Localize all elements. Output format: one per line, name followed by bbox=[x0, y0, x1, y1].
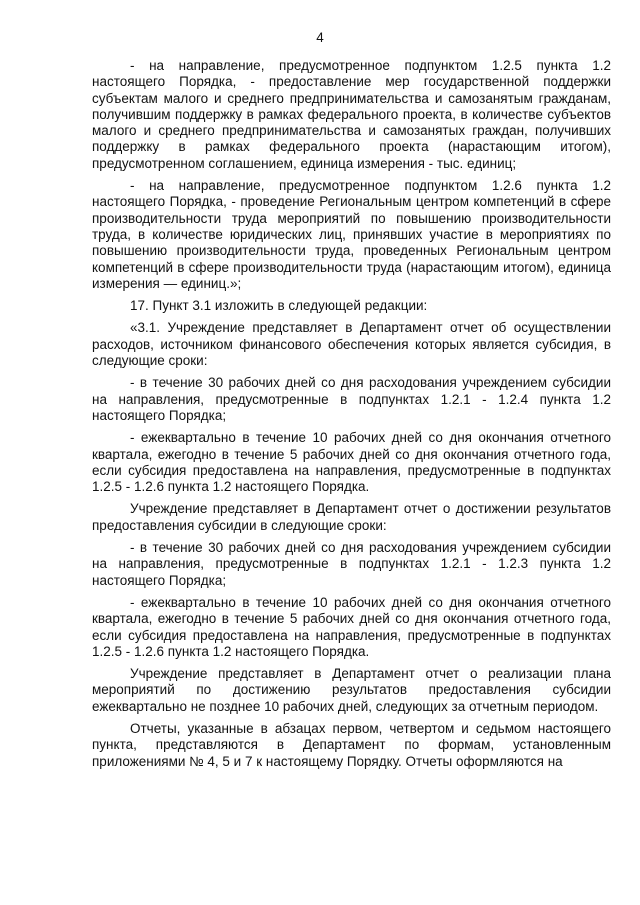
page-number: 4 bbox=[316, 30, 324, 45]
paragraph: Учреждение представляет в Департамент отчет о реализации плана мероприятий по достижению результатов предоставления субсидии ежеквартально не позднее 10 рабочих дней, следующих за отчетным периодом. bbox=[92, 666, 611, 714]
paragraph: Отчеты, указанные в абзацах первом, четвертом и седьмом настоящего пункта, представляются в Департамент по формам, установленным приложениями № 4, 5 и 7 к настоящему Порядку. Отчеты оформляются на bbox=[92, 720, 611, 769]
paragraph: - ежеквартально в течение 10 рабочих дней со дня окончания отчетного квартала, ежегодно в течение 5 рабочих дней со дня окончания отчетного года, если субсидия предоставлена на направления, предусмотренные в подпунктах 1.2.5 - 1.2.6 пункта 1.2 настоящего Порядка. bbox=[92, 430, 611, 495]
paragraph: - ежеквартально в течение 10 рабочих дней со дня окончания отчетного квартала, ежегодно в течение 5 рабочих дней со дня окончания отчетного года, если субсидия предоставлена на направления, предусмотренные в подпунктах 1.2.5 - 1.2.6 пункта 1.2 настоящего Порядка. bbox=[92, 594, 611, 659]
document-body bbox=[92, 58, 611, 776]
paragraph: Учреждение представляет в Департамент отчет о достижении результатов предоставления субсидии в следующие сроки: bbox=[92, 501, 611, 533]
paragraph: - на направление, предусмотренное подпунктом 1.2.5 пункта 1.2 настоящего Порядка, - предоставление мер государственной поддержки субъектам малого и среднего предпринимательства и самозанятым гражданам, получившим поддержку в рамках федерального проекта, в количестве субъектов малого и среднего предпринимательства и самозанятых граждан, получивших поддержку в рамках федерального проекта (нарастающим итогом), предусмотренном соглашением, единица измерения - тыс. единиц; bbox=[92, 58, 611, 171]
paragraph: - в течение 30 рабочих дней со дня расходования учреждением субсидии на направления, предусмотренные в подпунктах 1.2.1 - 1.2.3 пункта 1.2 настоящего Порядка; bbox=[92, 540, 611, 588]
paragraph: 17. Пункт 3.1 изложить в следующей редакции: bbox=[130, 298, 428, 314]
paragraph: «3.1. Учреждение представляет в Департамент отчет об осуществлении расходов, источником финансового обеспечения которых является субсидия, в следующие сроки: bbox=[92, 320, 611, 369]
paragraph: - в течение 30 рабочих дней со дня расходования учреждением субсидии на направления, предусмотренные в подпунктах 1.2.1 - 1.2.4 пункта 1.2 настоящего Порядка; bbox=[92, 375, 611, 423]
paragraph: - на направление, предусмотренное подпунктом 1.2.6 пункта 1.2 настоящего Порядка, - проведение Региональным центром компетенций в сфере производительности труда мероприятий по повышению производительности труда, в количестве юридических лиц, принявших участие в мероприятиях по повышению производительности труда, проведенных Региональным центром компетенций в сфере производительности труда (нарастающим итогом), единица измерения — единиц.»; bbox=[92, 178, 611, 291]
